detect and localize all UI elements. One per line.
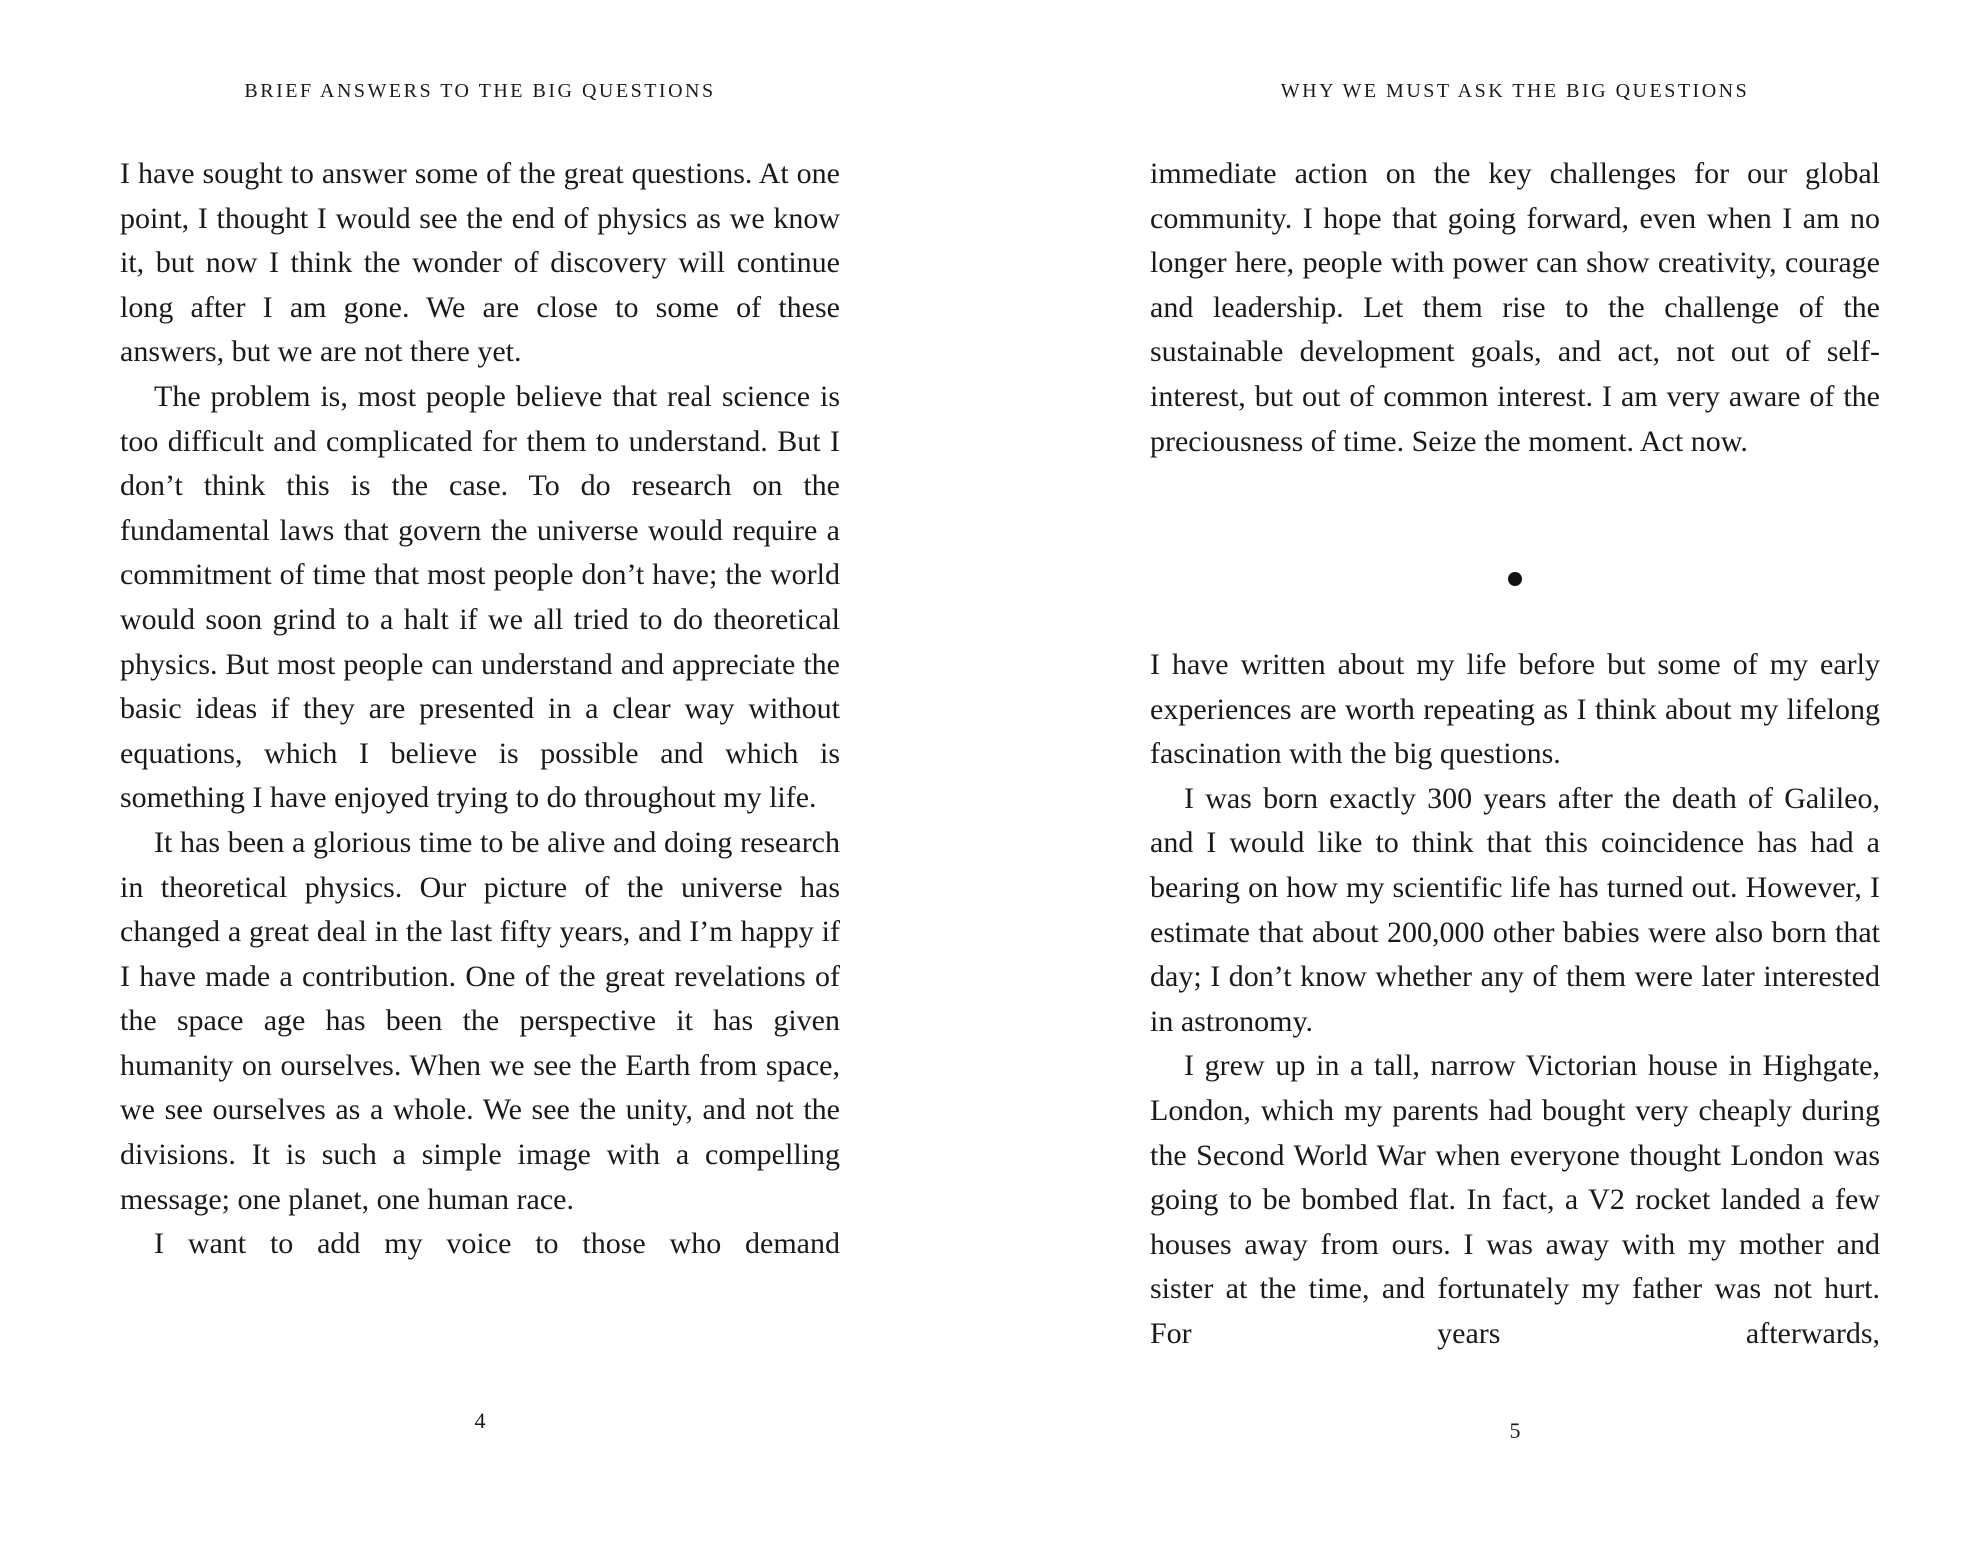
right-body-text-bottom [1150, 643, 1880, 1357]
right-paragraph-3: I was born exactly 300 years after the death of Galileo, and I would like to think that this coincidence has had a bearing on how my scientific life has turned out. However, I estimate that about 200,000 other babies were also born that day; I don’t know whether any of them were later interested in astronomy. [1150, 781, 1880, 1038]
left-paragraph-1: I have sought to answer some of the great questions. At one point, I thought I would see the end of physics as we know it, but now I think the wonder of discovery will continue long after I am gone. We are close to some of these answers, but we are not there yet. [120, 157, 840, 369]
left-paragraph-2: The problem is, most people believe that real science is too difficult and complicated for them to understand. But I don’t think this is the case. To do research on the fundamental laws that govern the universe would require a commitment of time that most people don’t have; the world would soon grind to a halt if we all tried to do theoretical physics. But most people can understand and appreciate the basic ideas if they are presented in a clear way without equations, which I believe is possible and which is something I have enjoyed trying to do throughout my life. [120, 379, 840, 815]
left-page [120, 0, 840, 1556]
right-page [1150, 0, 1880, 1556]
right-body-text-top [1150, 152, 1880, 464]
right-paragraph-1: immediate action on the key challenges for our global community. I hope that going forward, even when I am no longer here, people with power can show creativity, courage and leadership. Let them rise to the challenge of the sustainable development goals, and act, not out of self-interest, but out of common interest. I am very aware of the preciousness of time. Seize the moment. Act now. [1150, 157, 1880, 458]
right-paragraph-4: I grew up in a tall, narrow Victorian house in Highgate, London, which my parents had bought very cheaply during the Second World War when everyone thought London was going to be bombed flat. In fact, a V2 rocket landed a few houses away from ours. I was away with my mother and sister at the time, and fortunately my father was not hurt. For years afterwards, [1150, 1049, 1880, 1350]
section-break-dot [1508, 572, 1522, 586]
right-paragraph-2: I have written about my life before but some of my early experiences are worth repeating as I think about my lifelong fascination with the big questions. [1150, 648, 1880, 771]
left-paragraph-3: It has been a glorious time to be alive and doing research in theoretical physics. Our picture of the universe has changed a great deal in the last fifty years, and I’m happy if I have made a contribution. One of the great revelations of the space age has been the perspective it has given humanity on ourselves. When we see the Earth from space, we see ourselves as a whole. We see the unity, and not the divisions. It is such a simple image with a compelling message; one planet, one human race. [120, 825, 840, 1216]
right-page-number: 5 [1509, 1418, 1521, 1443]
right-running-head: WHY WE MUST ASK THE BIG QUESTIONS [1280, 80, 1750, 102]
left-running-head: BRIEF ANSWERS TO THE BIG QUESTIONS [244, 80, 716, 102]
left-body-text [120, 152, 840, 1267]
left-page-number: 4 [474, 1408, 486, 1433]
left-paragraph-4: I want to add my voice to those who demand [154, 1227, 840, 1261]
